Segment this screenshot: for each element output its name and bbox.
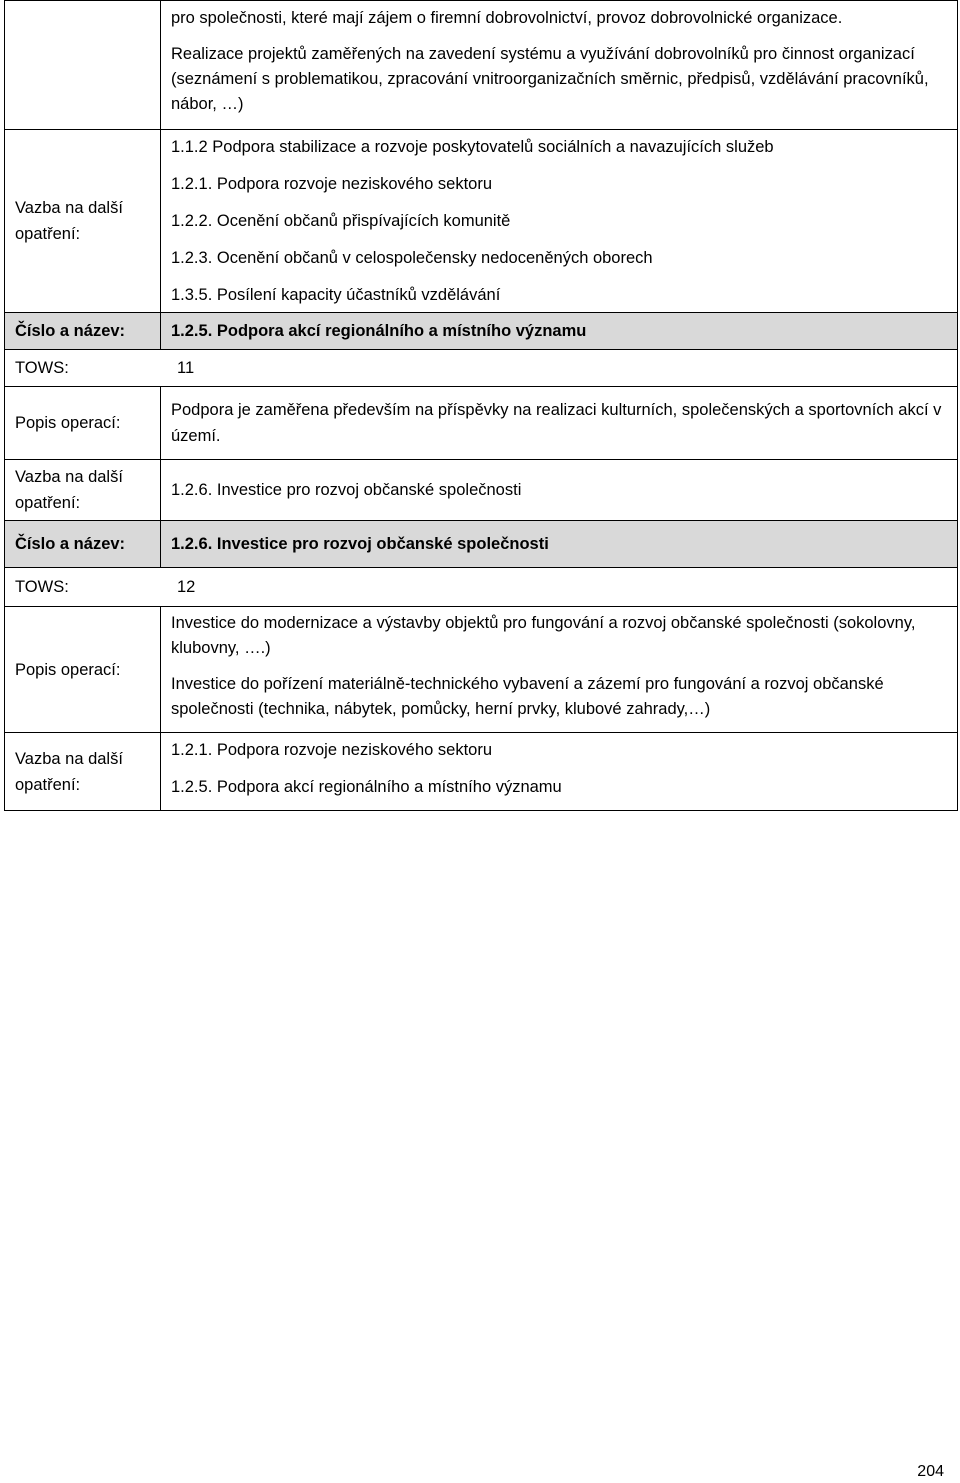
cislo-label-126: Číslo a název: <box>5 521 161 568</box>
section-title-row-126 <box>5 521 958 568</box>
spacer <box>171 197 947 208</box>
spacer <box>171 661 947 672</box>
vazba-label-1: Vazba na další opatření: <box>5 130 161 313</box>
cislo-label-125: Číslo a název: <box>5 313 161 350</box>
popis-paragraph: Investice do pořízení materiálně-technického vybavení a zázemí pro fungování a rozvoj občanské společnosti (technika, nábytek, pomůcky, herní prvky, klubové zahrady,…) <box>171 675 884 718</box>
tows-cell-125 <box>5 350 958 387</box>
section-title-125: 1.2.5. Podpora akcí regionálního a místního významu <box>161 313 958 350</box>
tows-cell-126 <box>5 568 958 607</box>
vazba-item: 1.1.2 Podpora stabilizace a rozvoje poskytovatelů sociálních a navazujících služeb <box>171 138 774 156</box>
popis-label-126: Popis operací: <box>5 607 161 733</box>
page-number: 204 <box>917 1463 944 1480</box>
popis-label-125: Popis operací: <box>5 387 161 460</box>
popis-row-126 <box>5 607 958 733</box>
continuation-label-cell <box>5 1 161 130</box>
measures-table <box>4 0 958 811</box>
tows-label-125: TOWS: <box>15 359 69 377</box>
continuation-row <box>5 1 958 130</box>
tows-number-125: 11 <box>177 359 195 377</box>
vazba-item: 1.2.5. Podpora akcí regionálního a místního významu <box>171 778 562 796</box>
spacer <box>171 271 947 282</box>
vazba-content-1 <box>161 130 958 313</box>
vazba-item: 1.2.3. Ocenění občanů v celospolečensky nedoceněných oborech <box>171 249 653 267</box>
tows-row-125 <box>5 350 958 387</box>
continuation-text-2: Realizace projektů zaměřených na zavedení systému a využívání dobrovolníků pro činnost organizací (seznámení s problematikou, zpracování vnitroorganizačních směrnic, předpisů, vzdělávání pracovníků, nábor, …) <box>171 45 929 113</box>
vazba-label-125: Vazba na další opatření: <box>5 460 161 521</box>
popis-content-125: Podpora je zaměřena především na příspěvky na realizaci kulturních, společenských a sportovních akcí v území. <box>161 387 958 460</box>
spacer <box>171 234 947 245</box>
popis-paragraph: Investice do modernizace a výstavby objektů pro fungování a rozvoj občanské společnosti (sokolovny, klubovny, ….) <box>171 614 916 657</box>
spacer <box>171 31 947 42</box>
vazba-item: 1.2.1. Podpora rozvoje neziskového sektoru <box>171 741 493 759</box>
vazba-content-126 <box>161 733 958 811</box>
vazba-row-126 <box>5 733 958 811</box>
continuation-text-1: pro společnosti, které mají zájem o firemní dobrovolnictví, provoz dobrovolnické organizace. <box>171 9 843 27</box>
spacer <box>171 160 947 171</box>
section-title-row-125 <box>5 313 958 350</box>
popis-content-126 <box>161 607 958 733</box>
vazba-row-125 <box>5 460 958 521</box>
vazba-row-1 <box>5 130 958 313</box>
tows-number-126: 12 <box>177 578 196 596</box>
tows-label-126: TOWS: <box>15 578 69 596</box>
spacer <box>171 763 947 774</box>
vazba-item: 1.2.2. Ocenění občanů přispívajících komunitě <box>171 212 511 230</box>
popis-row-125 <box>5 387 958 460</box>
tows-row-126 <box>5 568 958 607</box>
vazba-item: 1.3.5. Posílení kapacity účastníků vzdělávání <box>171 286 501 304</box>
vazba-item: 1.2.1. Podpora rozvoje neziskového sektoru <box>171 175 493 193</box>
section-title-126: 1.2.6. Investice pro rozvoj občanské společnosti <box>161 521 958 568</box>
vazba-content-125: 1.2.6. Investice pro rozvoj občanské společnosti <box>161 460 958 521</box>
vazba-label-126: Vazba na další opatření: <box>5 733 161 811</box>
continuation-content-cell <box>161 1 958 130</box>
